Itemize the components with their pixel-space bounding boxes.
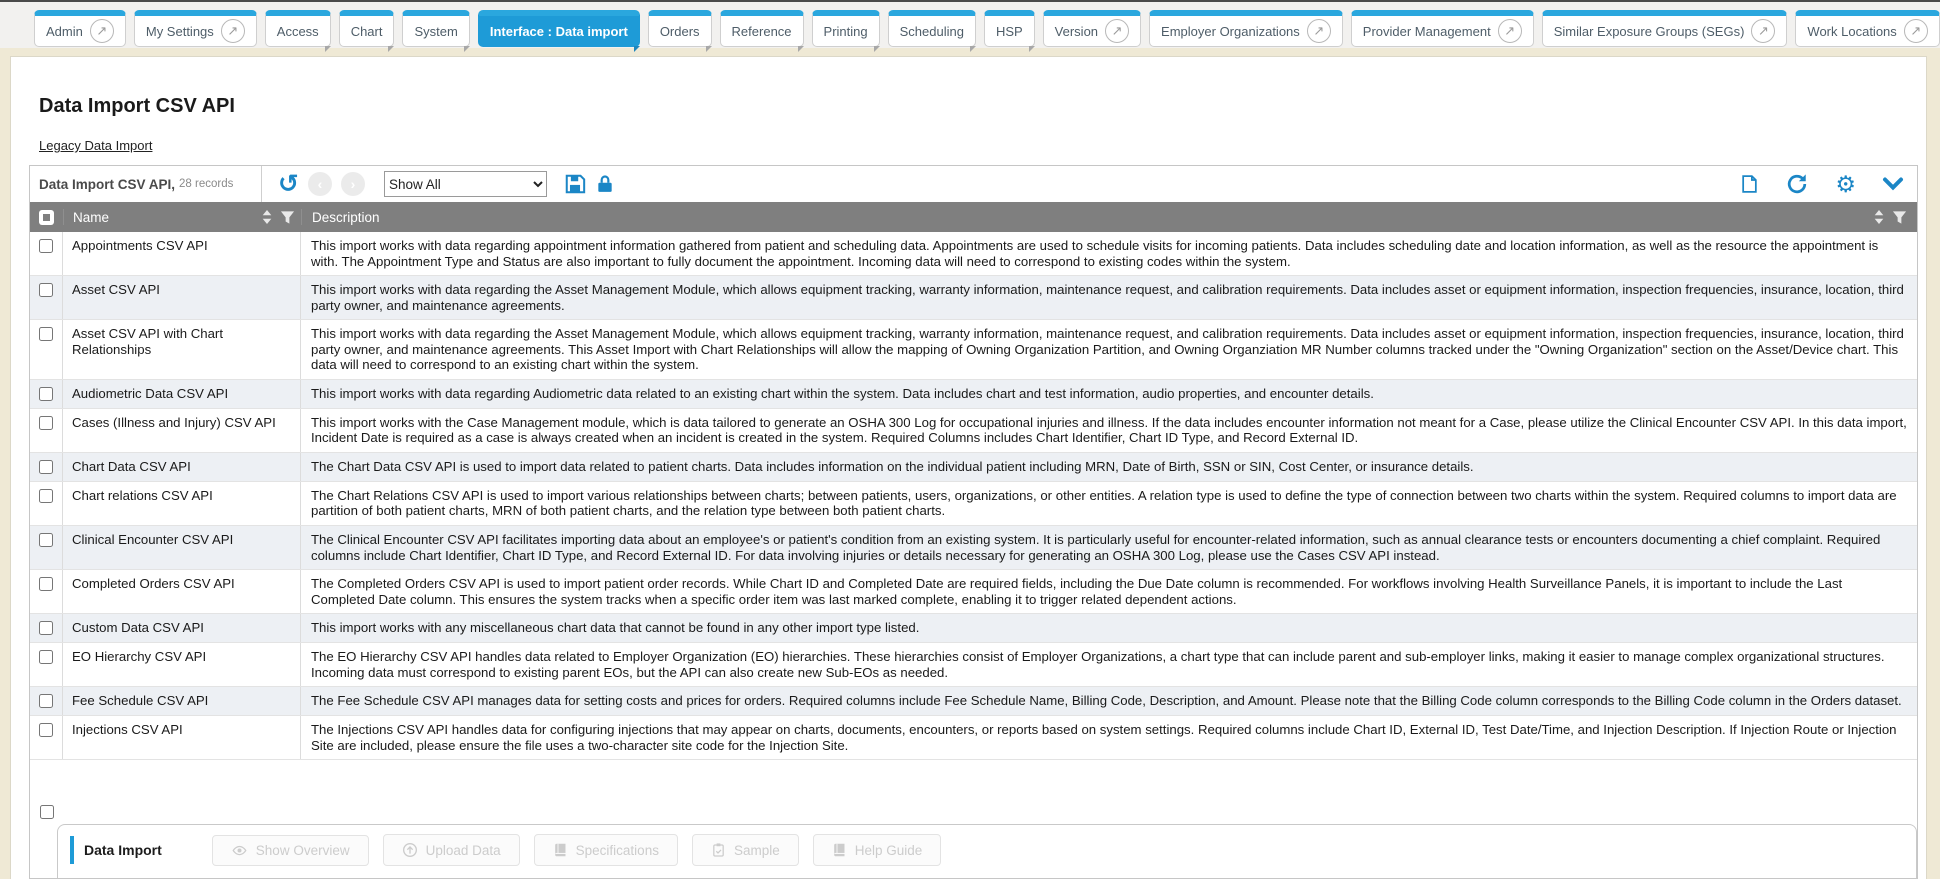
- content-panel: [10, 56, 1927, 879]
- row-description: This import works with the Case Management module, which is data tailored to generate an OSHA 300 Log for occupational injuries and illness. If the data includes encounter information not meant for a Case, please utilize the Clinical Encounter CSV API. In this data import, Incident Date is required as a case is always created when an incident is created in the system. Required Columns includes Chart Identifier, Chart ID Type, and Record External ID.: [311, 414, 1907, 446]
- nav-tab[interactable]: [339, 10, 395, 47]
- row-checkbox-cell: [30, 526, 63, 569]
- external-link-icon[interactable]: ↗: [1904, 19, 1928, 43]
- row-checkbox-cell: [30, 482, 63, 525]
- nav-tab[interactable]: [812, 10, 880, 47]
- nav-tab[interactable]: [1043, 10, 1141, 47]
- row-checkbox-cell: [30, 409, 63, 452]
- help-guide-button[interactable]: [813, 834, 942, 866]
- upload-icon: [402, 842, 418, 858]
- table-row[interactable]: [30, 643, 1917, 687]
- nav-tab[interactable]: [984, 10, 1035, 47]
- row-name[interactable]: Clinical Encounter CSV API: [63, 526, 301, 569]
- table-row[interactable]: [30, 276, 1917, 320]
- nav-tab[interactable]: [402, 10, 469, 47]
- top-tab-bar: [0, 0, 1940, 48]
- external-link-icon[interactable]: ↗: [1751, 19, 1775, 43]
- table-row[interactable]: [30, 716, 1917, 760]
- row-checkbox-cell: [30, 798, 63, 824]
- book-icon: [832, 842, 847, 858]
- table-row[interactable]: [30, 380, 1917, 409]
- filter-select[interactable]: [384, 171, 547, 197]
- row-description: This import works with data regarding the Asset Management Module, which allows equipment tracking, warranty information, maintenance request, and calibration requirements. Data includes asset or equipment information, inspection frequencies, insurance, location, third party owner, and maintenance agreements. This Asset Import with Chart Relationships will allow the mapping of Owning Organization Partition, and Owning Organziation MR Number columns tracked under the "Owning Organization" section on the Asset/Device chart. This data will need to correspond to an existing chart within the system.: [311, 326, 1904, 373]
- external-link-icon[interactable]: ↗: [1307, 19, 1331, 43]
- nav-tab-label: Provider Management: [1362, 23, 1491, 39]
- row-checkbox-cell: [30, 716, 63, 759]
- row-name[interactable]: Chart relations CSV API: [63, 482, 301, 525]
- row-name[interactable]: Chart Data CSV API: [63, 453, 301, 481]
- row-checkbox-cell: [30, 687, 63, 715]
- undo-icon[interactable]: ↺: [278, 170, 299, 198]
- show-overview-button[interactable]: [212, 835, 369, 866]
- nav-tab-label: HSP: [995, 23, 1023, 39]
- lock-icon[interactable]: [595, 173, 615, 195]
- row-checkbox-cell: [30, 570, 63, 613]
- nav-tab-label: Work Locations: [1807, 23, 1897, 39]
- nav-tab-label: Reference: [731, 23, 792, 39]
- nav-tab[interactable]: [265, 10, 331, 47]
- row-checkbox[interactable]: [39, 577, 53, 591]
- row-checkbox[interactable]: [39, 460, 53, 474]
- row-description: The Completed Orders CSV API is used to import patient order records. While Chart ID and Completed Date are required fields, including the Due Date column is recommended. For workflows involving Health Surveillance Panels, it is important to include the Last Completed Date column. This ensures the system tracks when a specific order item was last marked complete, enabling it to trigger related dependent actions.: [311, 576, 1843, 607]
- nav-tab[interactable]: [1149, 10, 1343, 47]
- nav-tab[interactable]: [888, 10, 976, 47]
- filter-icon[interactable]: [280, 210, 295, 225]
- select-all-checkbox[interactable]: [39, 210, 54, 225]
- table-header-row: [30, 202, 1917, 232]
- nav-tab-label: Chart: [350, 23, 383, 39]
- prev-page-icon: ‹: [308, 172, 332, 196]
- nav-tab[interactable]: [478, 10, 640, 47]
- header-checkbox-cell: [30, 210, 63, 225]
- row-checkbox[interactable]: [39, 621, 53, 635]
- toolbar-right-icons: [1740, 173, 1917, 195]
- table-row[interactable]: [30, 526, 1917, 570]
- row-checkbox-cell: [30, 320, 63, 379]
- chevron-down-icon[interactable]: [1883, 177, 1903, 191]
- refresh-icon[interactable]: [1786, 173, 1808, 195]
- description-column-header[interactable]: [301, 209, 1917, 225]
- name-column-header[interactable]: [63, 209, 301, 225]
- eye-icon: [231, 843, 248, 858]
- table-row[interactable]: [30, 453, 1917, 482]
- row-name[interactable]: Asset CSV API with Chart Relationships: [63, 320, 301, 379]
- row-checkbox[interactable]: [39, 489, 53, 503]
- external-link-icon[interactable]: ↗: [90, 19, 114, 43]
- row-checkbox[interactable]: [39, 283, 53, 297]
- nav-tab-label: Interface : Data import: [489, 23, 628, 39]
- row-checkbox-cell: [30, 614, 63, 642]
- sample-label: Sample: [733, 842, 780, 858]
- row-checkbox-cell: [30, 643, 63, 686]
- nav-tab-label: Admin: [46, 23, 83, 39]
- table-body: [30, 232, 1917, 798]
- new-record-icon[interactable]: [1740, 173, 1759, 195]
- specifications-button[interactable]: [534, 834, 678, 866]
- row-name[interactable]: Appointments CSV API: [63, 232, 301, 275]
- filter-icon[interactable]: [1892, 210, 1907, 225]
- row-description: This import works with data regarding the Asset Management Module, which allows equipment tracking, warranty information, maintenance request, and calibration requirements. Data includes asset or equipment information, inspection frequencies, insurance, location, third party owner, and maintenance agreements.: [311, 282, 1904, 313]
- nav-tab[interactable]: [720, 10, 804, 47]
- book-icon: [553, 842, 568, 858]
- nav-tab-label: Access: [276, 23, 319, 39]
- nav-tab[interactable]: [1542, 10, 1788, 47]
- external-link-icon[interactable]: ↗: [1105, 19, 1129, 43]
- row-checkbox-cell: [30, 453, 63, 481]
- row-name[interactable]: Asset CSV API: [63, 276, 301, 319]
- table-row[interactable]: [30, 232, 1917, 276]
- row-checkbox[interactable]: [39, 533, 53, 547]
- row-checkbox[interactable]: [39, 694, 53, 708]
- row-name[interactable]: EO Hierarchy CSV API: [63, 643, 301, 686]
- clipboard-check-icon: [711, 842, 726, 858]
- upload-data-label: Upload Data: [425, 842, 501, 858]
- next-page-icon: ›: [341, 172, 365, 196]
- row-checkbox[interactable]: [39, 650, 53, 664]
- row-description: This import works with data regarding Audiometric data related to an existing chart within the system. Data includes chart and test information, audio properties, and encounter details.: [311, 386, 1374, 402]
- row-description: The Injections CSV API handles data for configuring injections that may appear on charts, documents, encounters, or reports based on system settings. Required columns include Chart ID, External ID, Test Date/Time, and Injection Description. If Injection Route or Injection Site are included, please ensure the file uses a two-character site code for the Injection Site.: [311, 722, 1897, 753]
- row-description: This import works with any miscellaneous chart data that cannot be found in any other import type listed.: [311, 620, 920, 636]
- nav-tab-label: Printing: [823, 23, 868, 39]
- row-name[interactable]: Fee Schedule CSV API: [63, 687, 301, 715]
- sort-icon[interactable]: [261, 209, 273, 225]
- toolbar-left-icons: [262, 171, 615, 197]
- help-guide-label: Help Guide: [854, 842, 923, 858]
- record-count: 28 records: [179, 178, 234, 190]
- table-row[interactable]: [30, 570, 1917, 614]
- sort-icon[interactable]: [1873, 209, 1885, 225]
- nav-tab-label: System: [414, 23, 458, 39]
- table-row[interactable]: [30, 614, 1917, 643]
- row-name[interactable]: Cases (Illness and Injury) CSV API: [63, 409, 301, 452]
- nav-tab-label: Employer Organizations: [1161, 23, 1300, 39]
- row-description: The Chart Relations CSV API is used to import various relationships between charts; between patients, users, organizations, or other entities. A relation type is used to define the type of connection between two charts within the system. Required columns to import data are partition of both patient charts, MRN of both patient charts, and the relation type between both patient charts.: [311, 487, 1897, 519]
- row-checkbox[interactable]: [39, 723, 53, 737]
- nav-tab[interactable]: [1795, 10, 1939, 47]
- tab-data-import[interactable]: Data Import: [70, 836, 174, 864]
- nav-tab-label: Scheduling: [899, 23, 964, 39]
- nav-tab[interactable]: [134, 10, 257, 47]
- row-name[interactable]: Completed Orders CSV API: [63, 570, 301, 613]
- upload-data-button[interactable]: [383, 834, 520, 866]
- row-name[interactable]: Injections CSV API: [63, 716, 301, 759]
- nav-tab[interactable]: [648, 10, 712, 47]
- row-checkbox[interactable]: [39, 387, 53, 401]
- row-checkbox[interactable]: [39, 327, 53, 341]
- detail-panel: [57, 824, 1917, 878]
- grid-title-text: Data Import CSV API,: [39, 176, 176, 192]
- nav-tab-label: Version: [1054, 23, 1099, 39]
- row-checkbox-cell: [30, 380, 63, 408]
- name-header-label: Name: [73, 209, 110, 225]
- row-checkbox[interactable]: [40, 805, 54, 819]
- gear-icon[interactable]: ⚙: [1835, 171, 1856, 197]
- grid-toolbar: [30, 166, 1917, 202]
- nav-tab-label: Similar Exposure Groups (SEGs): [1553, 23, 1745, 39]
- row-checkbox-cell: [30, 232, 63, 275]
- row-description: The Fee Schedule CSV API manages data for setting costs and prices for orders. Required columns include Fee Schedule Name, Billing Code, Description, and Amount. Please note that the Billing Code column corresponds to the Billing Code column in the Orders dataset.: [311, 693, 1902, 709]
- table-row[interactable]: [30, 409, 1917, 453]
- row-name[interactable]: Custom Data CSV API: [63, 614, 301, 642]
- save-icon[interactable]: [564, 173, 586, 195]
- table-row[interactable]: [30, 482, 1917, 526]
- description-header-label: Description: [312, 209, 380, 225]
- row-description: This import works with data regarding appointment information gathered from patient and scheduling data. Appointments are used to schedule visits for incoming patients. Data includes scheduling date and location information, as well as the resource the appointment is with. The Appointment Type and Status are also important to fully document the appointment. Incoming data will need to correspond to existing codes within the system.: [311, 238, 1879, 269]
- grid-title: [30, 166, 262, 202]
- nav-tab[interactable]: [34, 10, 126, 47]
- page-title: Data Import CSV API: [39, 95, 235, 117]
- show-overview-label: Show Overview: [255, 842, 350, 858]
- row-checkbox[interactable]: [39, 416, 53, 430]
- data-grid: [29, 165, 1918, 879]
- row-description: The EO Hierarchy CSV API handles data related to Employer Organization (EO) hierarchies. These hierarchies consist of Employer Organizations, a chart type that can include parent and sub-employer links, making it easier to manage complex organizational structures. Incoming data must correspond to existing parent EOs, but the API can also create new Sub-EOs as needed.: [311, 649, 1885, 680]
- detail-area: [30, 824, 1917, 878]
- nav-tab-label: Orders: [659, 23, 700, 39]
- new-record-row[interactable]: [30, 798, 1917, 824]
- nav-tab[interactable]: [1351, 10, 1534, 47]
- row-checkbox[interactable]: [39, 239, 53, 253]
- row-name[interactable]: Audiometric Data CSV API: [63, 380, 301, 408]
- row-description: The Chart Data CSV API is used to import data related to patient charts. Data includes information on the individual patient including MRN, Date of Birth, SSN or SIN, Cost Center, or insurance details.: [311, 459, 1474, 475]
- row-description: The Clinical Encounter CSV API facilitates importing data about an employee's or patient's condition from an existing system. It is particularly useful for encounter-related information, such as annual clearance tests or encounters documenting a chief complaint. Required columns include Chart Identifier, Chart ID Type, and Record External ID. For data involving injuries or details necessary for generating an OSHA 300 Log, please use the Cases CSV API instead.: [311, 532, 1881, 563]
- external-link-icon[interactable]: ↗: [221, 19, 245, 43]
- table-row[interactable]: [30, 687, 1917, 716]
- external-link-icon[interactable]: ↗: [1498, 19, 1522, 43]
- nav-tab-label: My Settings: [145, 23, 214, 39]
- legacy-data-import-link[interactable]: Legacy Data Import: [39, 138, 153, 153]
- table-row[interactable]: [30, 320, 1917, 380]
- sample-button[interactable]: [692, 834, 799, 866]
- specifications-label: Specifications: [575, 842, 659, 858]
- row-checkbox-cell: [30, 276, 63, 319]
